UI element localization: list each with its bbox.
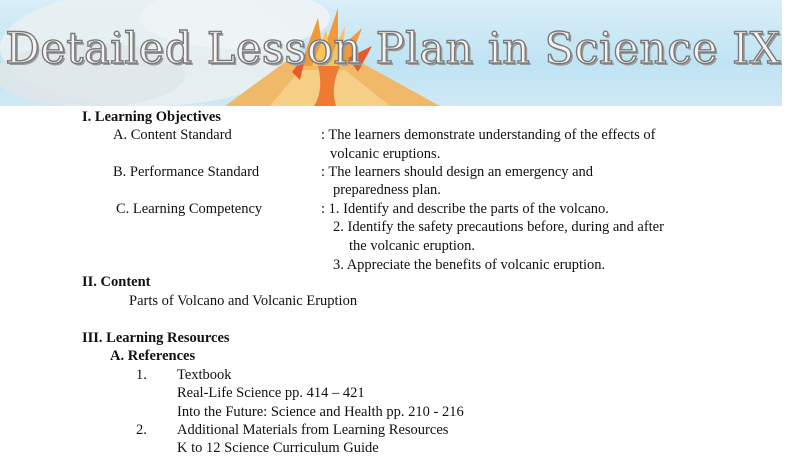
learning-competency-label: C. Learning Competency [116, 201, 263, 217]
references-subheading: A. References [110, 348, 196, 364]
performance-standard-text-cont: preparedness plan. [333, 182, 441, 198]
competency-item-3: 3. Appreciate the benefits of volcanic eruption. [333, 257, 606, 273]
reference-number-1: 1. [136, 367, 147, 383]
competency-item-1: : 1. Identify and describe the parts of the volcano. [321, 201, 609, 217]
reference-detail-1a: Real-Life Science pp. 414 – 421 [177, 385, 365, 401]
content-standard-text: : The learners demonstrate understanding of the effects of [321, 127, 656, 143]
content-body: Parts of Volcano and Volcanic Eruption [129, 293, 358, 309]
content-standard-text-cont: volcanic eruptions. [330, 146, 441, 162]
section-heading-content: II. Content [82, 274, 151, 290]
section-heading-resources: III. Learning Resources [82, 330, 230, 346]
reference-detail-1b: Into the Future: Science and Health pp. 210 - 216 [177, 404, 464, 420]
banner-title: Detailed Lesson Plan in Science IX [5, 24, 781, 74]
performance-standard-label: B. Performance Standard [113, 164, 260, 180]
section-heading-objectives: I. Learning Objectives [82, 109, 221, 125]
performance-standard-text: : The learners should design an emergency and [321, 164, 594, 180]
reference-title-2: Additional Materials from Learning Resources [177, 422, 449, 438]
page-edge [782, 0, 786, 106]
competency-item-2: 2. Identify the safety precautions before, during and after [333, 219, 664, 235]
reference-number-2: 2. [136, 422, 147, 438]
competency-item-2-cont: the volcanic eruption. [349, 238, 476, 254]
title-banner [0, 0, 786, 106]
reference-detail-2a: K to 12 Science Curriculum Guide [177, 440, 379, 456]
reference-title-1: Textbook [177, 367, 232, 383]
content-standard-label: A. Content Standard [113, 127, 232, 143]
